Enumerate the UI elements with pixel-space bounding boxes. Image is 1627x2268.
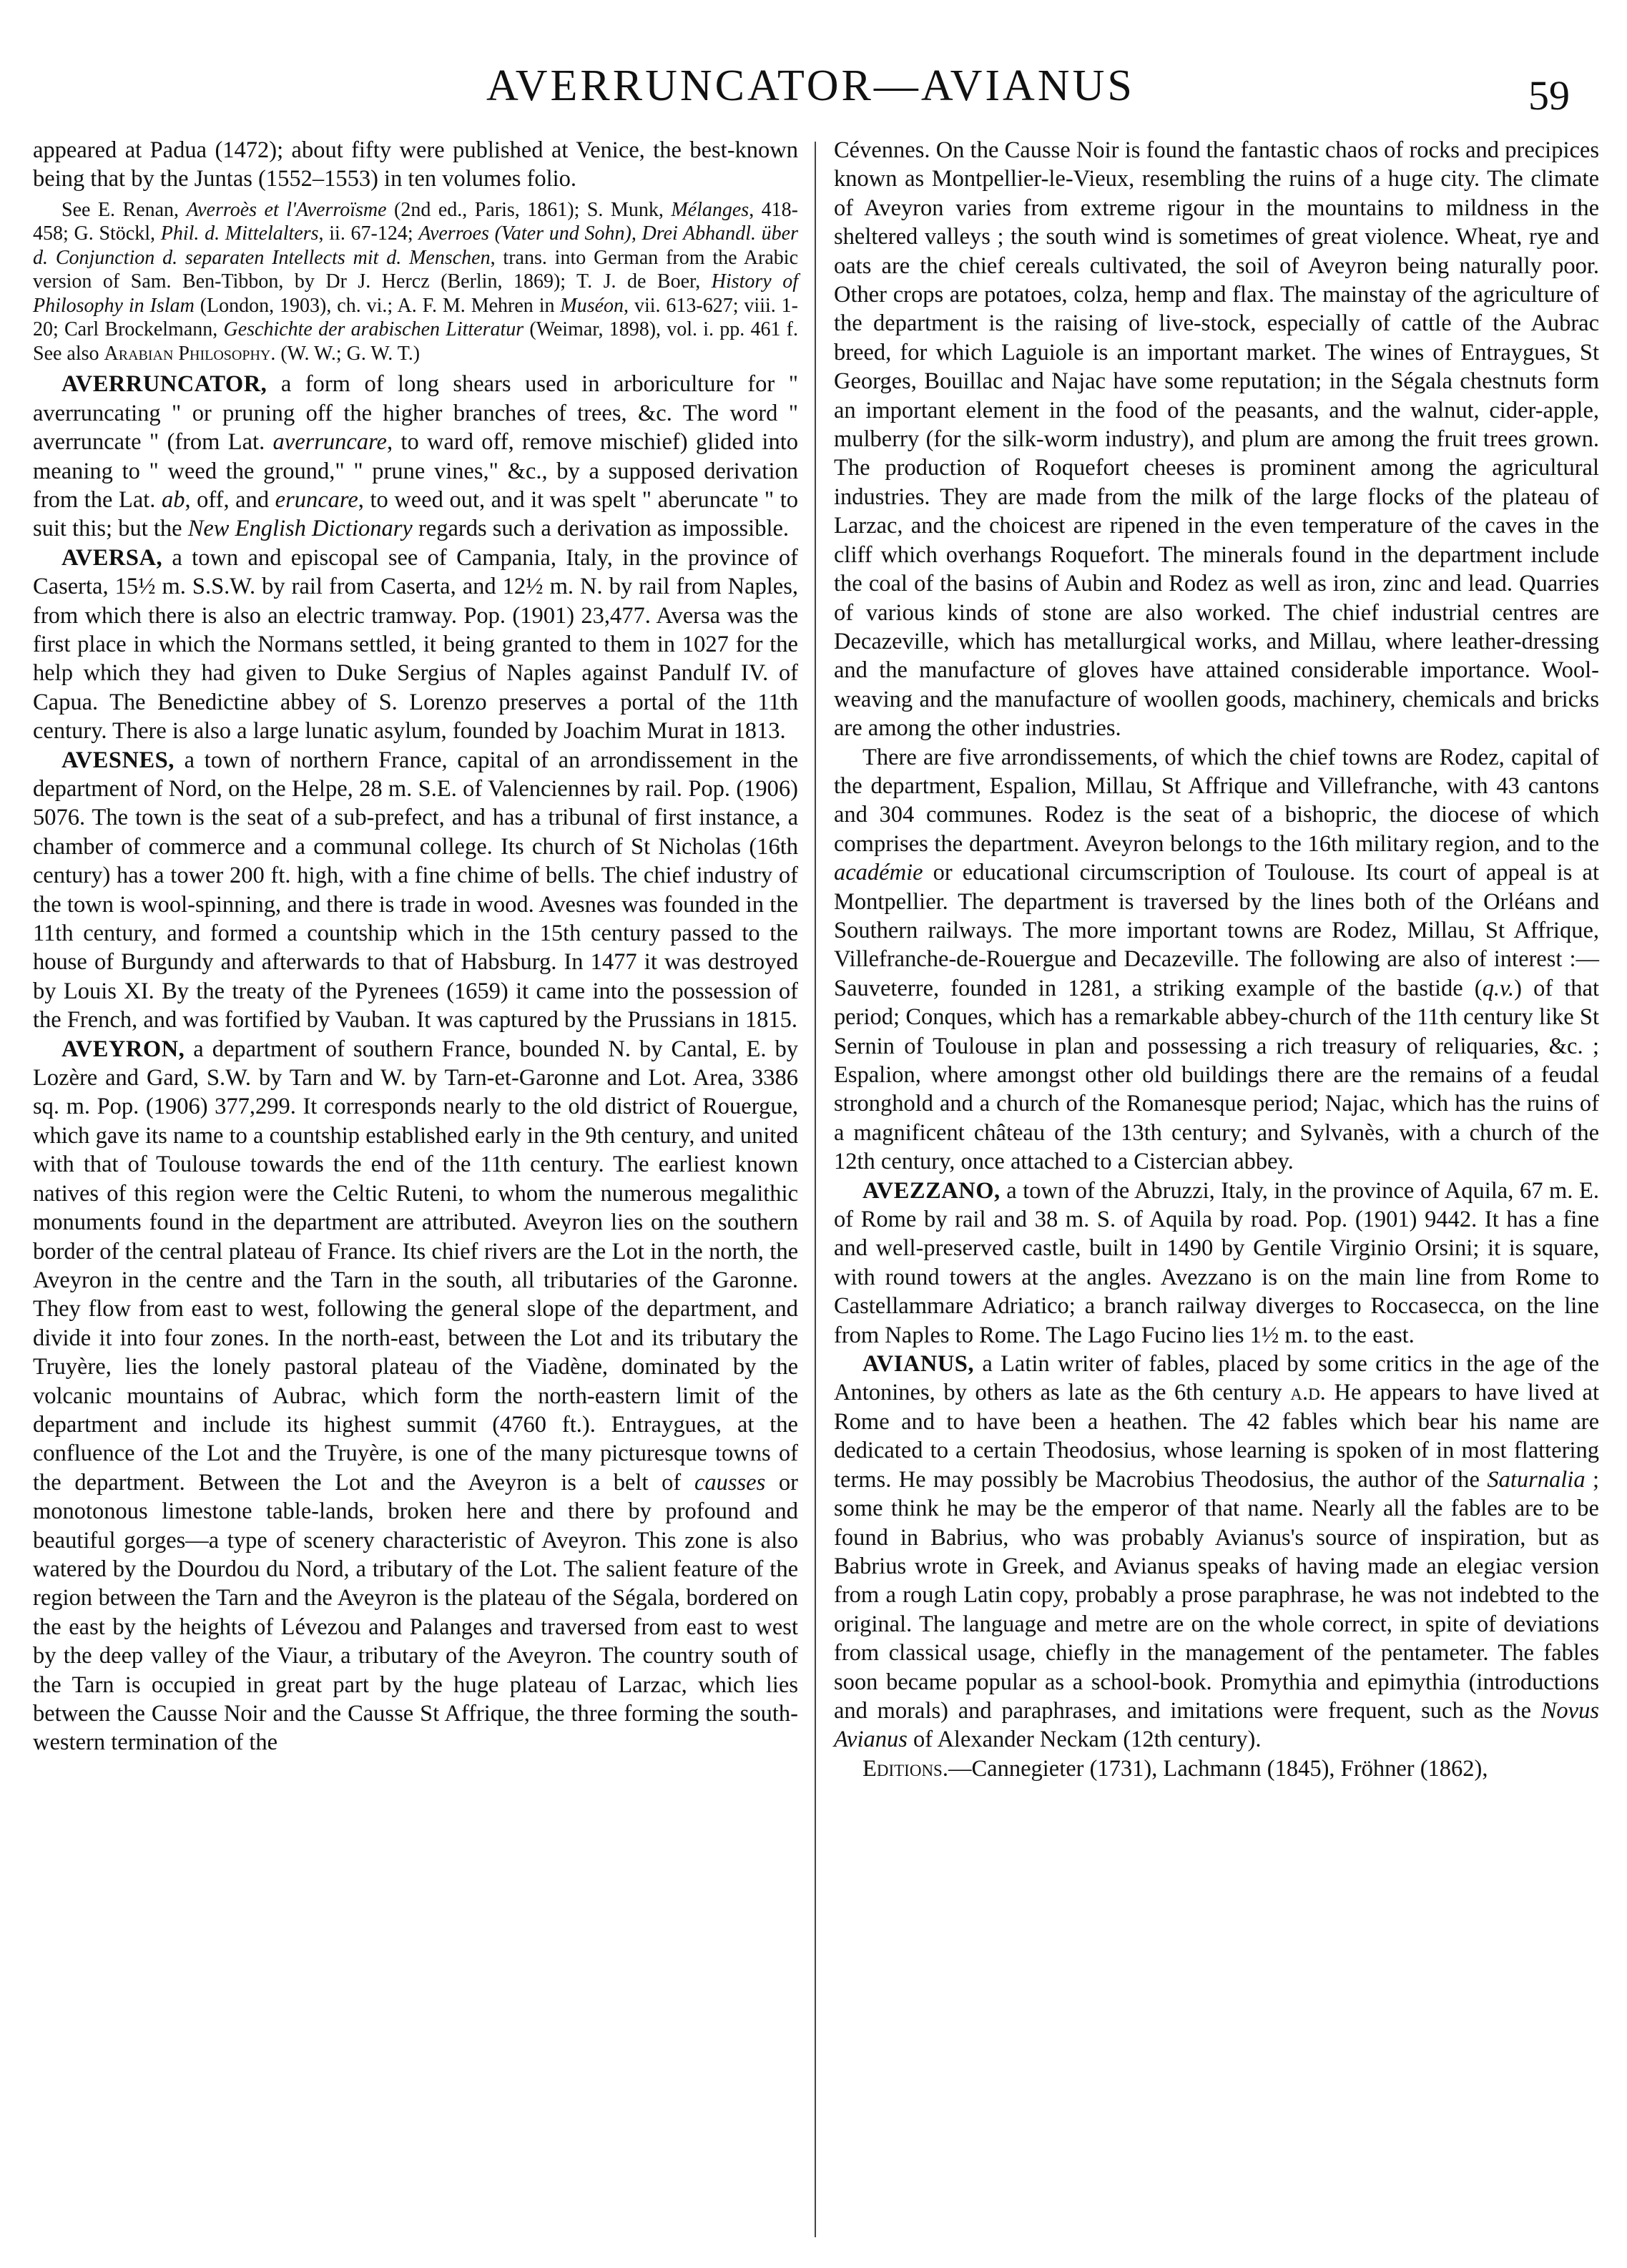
headword: AVESNES, (62, 747, 175, 773)
entry-aveyron: AVEYRON, a department of southern France, bounded N. by Cantal, E. by Lozère and Gard, S.W. by Tarn and W. by Tarn-et-Garonne and Lot. Area, 3386 sq. m. Pop. (1906) 377,299. It corresponds nearly to the old district of Rouergue, which gave its name to a countship established early in the 9th century, and united with that of Toulouse towards the end of the 11th century. The earliest known natives of this region were the Celtic Ruteni, to whom the numerous megalithic monuments found in the department are attributed. Aveyron lies on the southern border of the central plateau of France. Its chief rivers are the Lot in the north, the Aveyron in the centre and the Tarn in the south, all tributaries of the Garonne. They flow from east to west, following the general slope of the department, and divide it into four zones. In the north-east, between the Lot and its tributary the Truyère, lies the lonely pastoral plateau of the Viadène, dominated by the volcanic mountains of Aubrac, which form the north-eastern limit of the department and include its highest summit (4760 ft.). Entraygues, at the confluence of the Lot and the Truyère, is one of the many picturesque towns of the department. Between the Lot and the Aveyron is a belt of causses or monotonous limestone table-lands, broken here and there by profound and beautiful gorges—a type of scenery characteristic of Aveyron. This zone is also watered by the Dourdou du Nord, a tributary of the Lot. The salient feature of the region between the Tarn and the Aveyron is the plateau of the Ségala, bordered on the east by the heights of Lévezou and Palanges and traversed from east to west by the deep valley of the Viaur, a tributary of the Aveyron. The country south of the Tarn is occupied in great part by the huge plateau of Larzac, which lies between the Causse Noir and the Causse St Affrique, the three forming the south-western termination of the (33, 1036, 799, 1756)
paragraph-continuation: appeared at Padua (1472); about fifty were published at Venice, the best-known being that by the Juntas (1552–1553) in ten volumes folio. (33, 137, 798, 192)
entry-avesnes: AVESNES, a town of northern France, capital of an arrondissement in the department of Nord, on the Helpe, 28 m. S.E. of Valenciennes by rail. Pop. (1906) 5076. The town is the seat of a sub-prefect, and has a tribunal of first instance, a chamber of commerce and a communal college. Its church of St Nicholas (16th century) has a tower 200 ft. high, with a fine chime of bells. The chief industry of the town is wool-spinning, and there is trade in wood. Avesnes was founded in the 11th century, and formed a countship which in the 15th century passed to the house of Burgundy and afterwards to that of Habsburg. In 1477 it was destroyed by Louis XI. By the treaty of the Pyrenees (1659) it came into the possession of the French, and was fortified by Vauban. It was captured by the Prussians in 1815. (33, 747, 798, 1034)
bibliography-note: See E. Renan, Averroès et l'Averroïsme (2nd ed., Paris, 1861); S. Munk, Mélanges, 418-458; G. Stöckl, Phil. d. Mittelalters, ii. 67-124; Averroes (Vater und Sohn), Drei Abhandl. über d. Conjunction d. separaten Intellects mit d. Menschen, trans. into German from the Arabic version of Sam. Ben-Tibbon, by Dr J. Hercz (Berlin, 1869); T. J. de Boer, History of Philosophy in Islam (London, 1903), ch. vi.; A. F. M. Mehren in Muséon, vii. 613-627; viii. 1-20; Carl Brockelmann, Geschichte der arabischen Litteratur (Weimar, 1898), vol. i. pp. 461 f. See also Arabian Philosophy. (W. W.; G. W. T.) (33, 198, 799, 365)
editions-label: Editions. (862, 1755, 948, 1782)
headword: AVERSA, (62, 544, 163, 571)
entry-avezzano: AVEZZANO, a town of the Abruzzi, Italy, in the province of Aquila, 67 m. E. of Rome by rail and 38 m. S. of Aquila by road. Pop. (1901) 9442. It has a fine and well-preserved castle, built in 1490 by Gentile Virginio Orsini; it is square, with round towers at the angles. Avezzano is on the main line from Rome to Castellammare Adriatico; a branch railway diverges to Roccasecca, on the line from Naples to Rome. The Lago Fucino lies 1½ m. to the east. (834, 1177, 1599, 1348)
page-number: 59 (1528, 72, 1570, 119)
headword: AVEZZANO, (862, 1177, 1001, 1204)
headword: AVEYRON, (62, 1036, 185, 1062)
entry-aversa: AVERSA, a town and episcopal see of Campania, Italy, in the province of Caserta, 15½ m. S.S.W. by rail from Caserta, and 12½ m. N. by rail from Naples, from which there is also an electric tramway. Pop. (1901) 23,477. Aversa was the first place in which the Normans settled, it being granted to them in 1027 for the help which they had given to Duke Sergius of Naples against Pandulf IV. of Capua. The Benedictine abbey of S. Lorenzo preserves a portal of the 11th century. There is also a large lunatic asylum, founded by Joachim Murat in 1813. (33, 544, 798, 745)
entry-avianus: AVIANUS, a Latin writer of fables, placed by some critics in the age of the Antonines, by others as late as the 6th century a.d. He appears to have lived at Rome and to have been a heathen. The 42 fables which bear his name are dedicated to a certain Theodosius, whose learning is spoken of in most flattering terms. He may possibly be Macrobius Theodosius, the author of the Saturnalia ; some think he may be the emperor of that name. Nearly all the fables are to be found in Babrius, who was probably Avianus's source of inspiration, but as Babrius wrote in Greek, and Avianus speaks of having made an elegiac version from a rough Latin copy, probably a prose paraphrase, he was not indebted to the original. The language and metre are on the whole correct, in spite of deviations from classical usage, chiefly in the management of the pentameter. The fables soon became popular as a school-book. Promythia and epimythia (introductions and morals) and paraphrases, and imitations were frequent, such as the Novus Avianus of Alexander Neckam (12th century). (834, 1351, 1600, 1753)
column-divider (815, 142, 816, 2237)
running-title: AVERRUNCATOR—AVIANUS (486, 62, 1135, 110)
right-column (834, 136, 1599, 1783)
paragraph-arrondissements: There are five arrondissements, of which the chief towns are Rodez, capital of the department, Espalion, Millau, St Affrique and Villefranche, with 43 cantons and 304 communes. Rodez is the seat of a bishopric, the diocese of which comprises the department. Aveyron belongs to the 16th military region, and to the académie or educational circumscription of Toulouse. Its court of appeal is at Montpellier. The department is traversed by the lines both of the Orléans and Southern railways. The more important towns are Rodez, Millau, St Affrique, Villefranche-de-Rouergue and Decazeville. The following are also of interest :—Sauveterre, founded in 1281, a striking example of the bastide (q.v.) of that period; Conques, which has a remarkable abbey-church of the 11th century like St Sernin of Toulouse in plan and possessing a rich treasury of reliquaries, &c. ; Espalion, where amongst other old buildings there are the remains of a feudal stronghold and a church of the Romanesque period; Najac, which has the ruins of a magnificent château of the 13th century; and Sylvanès, with a church of the 12th century, once attached to a Cistercian abbey. (834, 744, 1600, 1175)
page-header (0, 57, 1627, 119)
paragraph-continuation: Cévennes. On the Causse Noir is found the fantastic chaos of rocks and precipices known as Montpellier-le-Vieux, resembling the ruins of a huge city. The climate of Aveyron varies from extreme rigour in the mountains to mildness in the sheltered valleys ; the south wind is sometimes of great violence. Wheat, rye and oats are the chief cereals cultivated, the soil of Aveyron being naturally poor. Other crops are potatoes, colza, hemp and flax. The mainstay of the agriculture of the department is the raising of live-stock, especially of cattle of the Aubrac breed, for which Laguiole is an important market. The wines of Entraygues, St Georges, Bouillac and Najac have some reputation; in the Ségala chestnuts form an important element in the food of the peasants, and the walnut, cider-apple, mulberry (for the silk-worm industry), and plum are among the fruit trees grown. The production of Roquefort cheeses is prominent among the agricultural industries. They are made from the milk of the large flocks of the plateau of Larzac, and the choicest are ripened in the even temperature of the caves in the cliff which overhangs Roquefort. The minerals found in the department include the coal of the basins of Aubin and Rodez as well as iron, zinc and lead. Quarries of various kinds of stone are also worked. The chief industrial centres are Decazeville, which has metallurgical works, and Millau, where leather-dressing and the manufacture of gloves have attained considerable importance. Wool-weaving and the manufacture of woollen goods, machinery, chemicals and bricks are among the other industries. (834, 137, 1599, 742)
left-column (33, 136, 798, 1757)
editions-line: Editions.—Cannegieter (1731), Lachmann (1845), Fröhner (1862), (862, 1755, 1488, 1782)
entry-averruncator: AVERRUNCATOR, a form of long shears used in arboriculture for " averruncating " or pruning off the higher branches of trees, &c. The word " averruncate " (from Lat. averruncare, to ward off, remove mischief) glided into meaning to " weed the ground," " prune vines," &c., by a supposed derivation from the Lat. ab, off, and eruncare, to weed out, and it was spelt " aberuncate " to suit this; but the New English Dictionary regards such a derivation as impossible. (33, 371, 799, 542)
headword: AVIANUS, (862, 1351, 975, 1378)
headword: AVERRUNCATOR, (62, 371, 267, 398)
